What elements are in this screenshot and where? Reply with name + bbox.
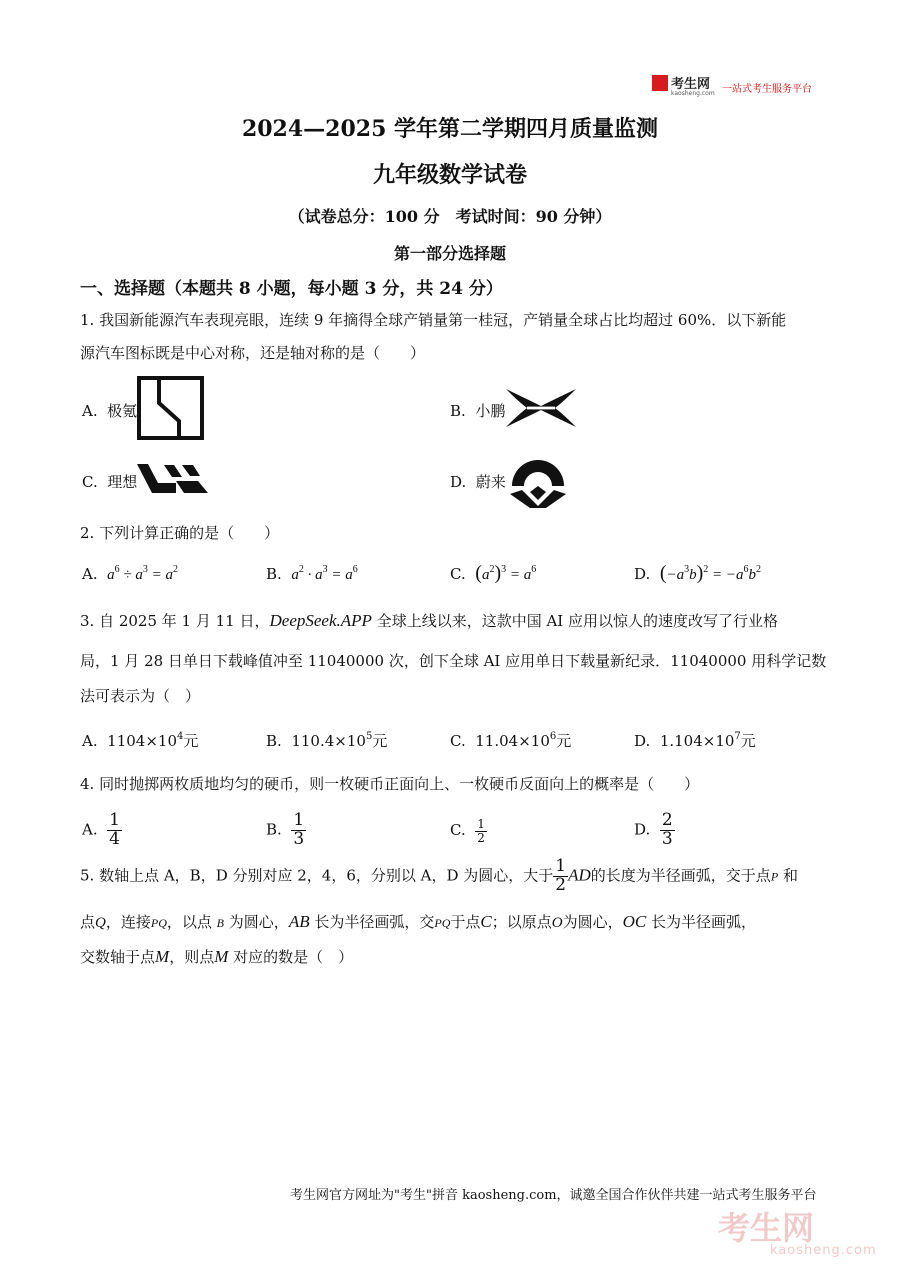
q2-option-d[interactable]: D. $(-a^3b)^2 = -a^6b^2$ <box>634 562 762 584</box>
exam-title: 2024—2025 学年第二学期四月质量监测 <box>241 116 659 142</box>
q1-option-c-label: 理想 <box>107 473 138 491</box>
q4-option-a[interactable]: A. $\frac{1}{4}$ <box>82 810 120 849</box>
li-auto-logo-icon <box>136 463 210 495</box>
watermark <box>718 1203 877 1258</box>
q4-option-c[interactable]: C. $\frac{1}{2}$ <box>450 817 485 845</box>
q1-option-a-label: 极氪 <box>107 402 138 420</box>
q1-option-b[interactable]: B. 小鹏 <box>450 402 506 420</box>
footer-text: 考生网官方网址为"考生"拼音 kaosheng.com，诚邀全国合作伙伴共建一站式考生服务平台 <box>290 1188 817 1203</box>
q3-app-name: DeepSeek.APP <box>269 611 372 630</box>
q4-option-d[interactable]: D. $\frac{2}{3}$ <box>634 810 673 849</box>
q2-option-a[interactable]: A. $a^6 \div a^3 = a^2$ <box>82 564 179 583</box>
watermark-name: 考生网 <box>718 1209 815 1247</box>
exam-info: （试卷总分：100 分 考试时间：90 分钟） <box>288 207 612 226</box>
nio-logo-icon <box>506 452 570 508</box>
q2-option-b-expr: $a^2 \cdot a^3 = a^6$ <box>291 564 358 583</box>
q4-option-d-fraction: $\frac{2}{3}$ <box>661 810 673 849</box>
q5-stem-line1: 5. 数轴上点 A，B，D 分别对应 2，4，6，分别以 A，D 为圆心，大于 $\frac{1}{2}$ AD的长度为半径画弧，交于点P 和 <box>80 856 798 895</box>
brand-slogan: 一站式考生服务平台 <box>722 84 812 95</box>
xpeng-logo-icon <box>505 388 577 428</box>
part-heading: 第一部分选择题 <box>393 244 506 263</box>
q3-option-b[interactable]: B. $110.4\times 10^5$元 <box>266 731 388 750</box>
brand-name: 考生网 <box>671 77 711 92</box>
q4-option-a-fraction: $\frac{1}{4}$ <box>109 810 120 849</box>
q4-option-b[interactable]: B. $\frac{1}{3}$ <box>266 810 305 849</box>
q3-option-a[interactable]: A. $1104\times 10^4$元 <box>82 731 199 750</box>
watermark-domain: kaosheng.com <box>770 1243 877 1258</box>
q2-option-d-expr: $(-a^3b)^2 = -a^6b^2$ <box>659 562 762 584</box>
brand-domain: kaosheng.com <box>671 90 715 97</box>
q5-stem-line2: 点Q，连接PQ，以点 B 为圆心，AB 长为半径画弧，交PQ于点C；以原点O为圆心，OC 长为半径画弧， <box>80 912 757 931</box>
kaosheng-logo-icon <box>652 75 668 91</box>
q4-option-b-fraction: $\frac{1}{3}$ <box>293 810 305 849</box>
q2-stem: 2. 下列计算正确的是（ ） <box>80 524 280 542</box>
q3-stem-line1: 3. 自 2025 年 1 月 11 日，DeepSeek.APP 全球上线以来，这款中国 AI 应用以惊人的速度改写了行业格 <box>80 611 778 630</box>
q3-option-d[interactable]: D. $1.104\times 10^7$元 <box>634 731 756 750</box>
q1-option-a[interactable]: A. 极氪 <box>82 402 138 420</box>
q1-option-b-label: 小鹏 <box>475 402 506 420</box>
q2-option-c[interactable]: C. $(a^2)^3 = a^6$ <box>450 562 537 584</box>
q3-option-c[interactable]: C. $11.04\times 10^6$元 <box>450 731 572 750</box>
q1-option-d[interactable]: D. 蔚来 <box>450 473 506 491</box>
q5-stem-line3: 交数轴于点M，则点M 对应的数是（ ） <box>80 947 354 966</box>
q2-option-b[interactable]: B. $a^2 \cdot a^3 = a^6$ <box>266 564 358 583</box>
q1-stem-line1: 1. 我国新能源汽车表现亮眼，连续 9 年摘得全球产销量第一桂冠，产销量全球占比均超过 60%．以下新能 <box>80 311 787 329</box>
zeekr-logo-icon <box>137 376 204 440</box>
q3-stem-line2: 局，1 月 28 日单日下载峰值冲至 11040000 次，创下全球 AI 应用单日下载量新纪录．11040000 用科学记数 <box>80 652 827 670</box>
section-heading: 一、选择题（本题共 8 小题，每小题 3 分，共 24 分） <box>80 279 503 299</box>
q2-option-a-expr: $a^6 \div a^3 = a^2$ <box>107 564 179 583</box>
brand-logo <box>652 73 812 97</box>
q3-stem-line3: 法可表示为（ ） <box>80 687 201 705</box>
q1-stem-line2: 源汽车图标既是中心对称，还是轴对称的是（ ） <box>80 344 426 362</box>
q4-stem: 4. 同时抛掷两枚质地均匀的硬币，则一枚硬币正面向上、一枚硬币反面向上的概率是（ ） <box>80 775 700 793</box>
q1-option-c[interactable]: C. 理想 <box>82 473 138 491</box>
exam-subtitle: 九年级数学试卷 <box>372 162 527 188</box>
q5-half-fraction: $\frac{1}{2}$ <box>555 856 567 895</box>
q1-option-d-label: 蔚来 <box>475 473 506 491</box>
q4-option-c-fraction: $\frac{1}{2}$ <box>477 817 485 845</box>
q2-option-c-expr: $(a^2)^3 = a^6$ <box>475 562 537 584</box>
